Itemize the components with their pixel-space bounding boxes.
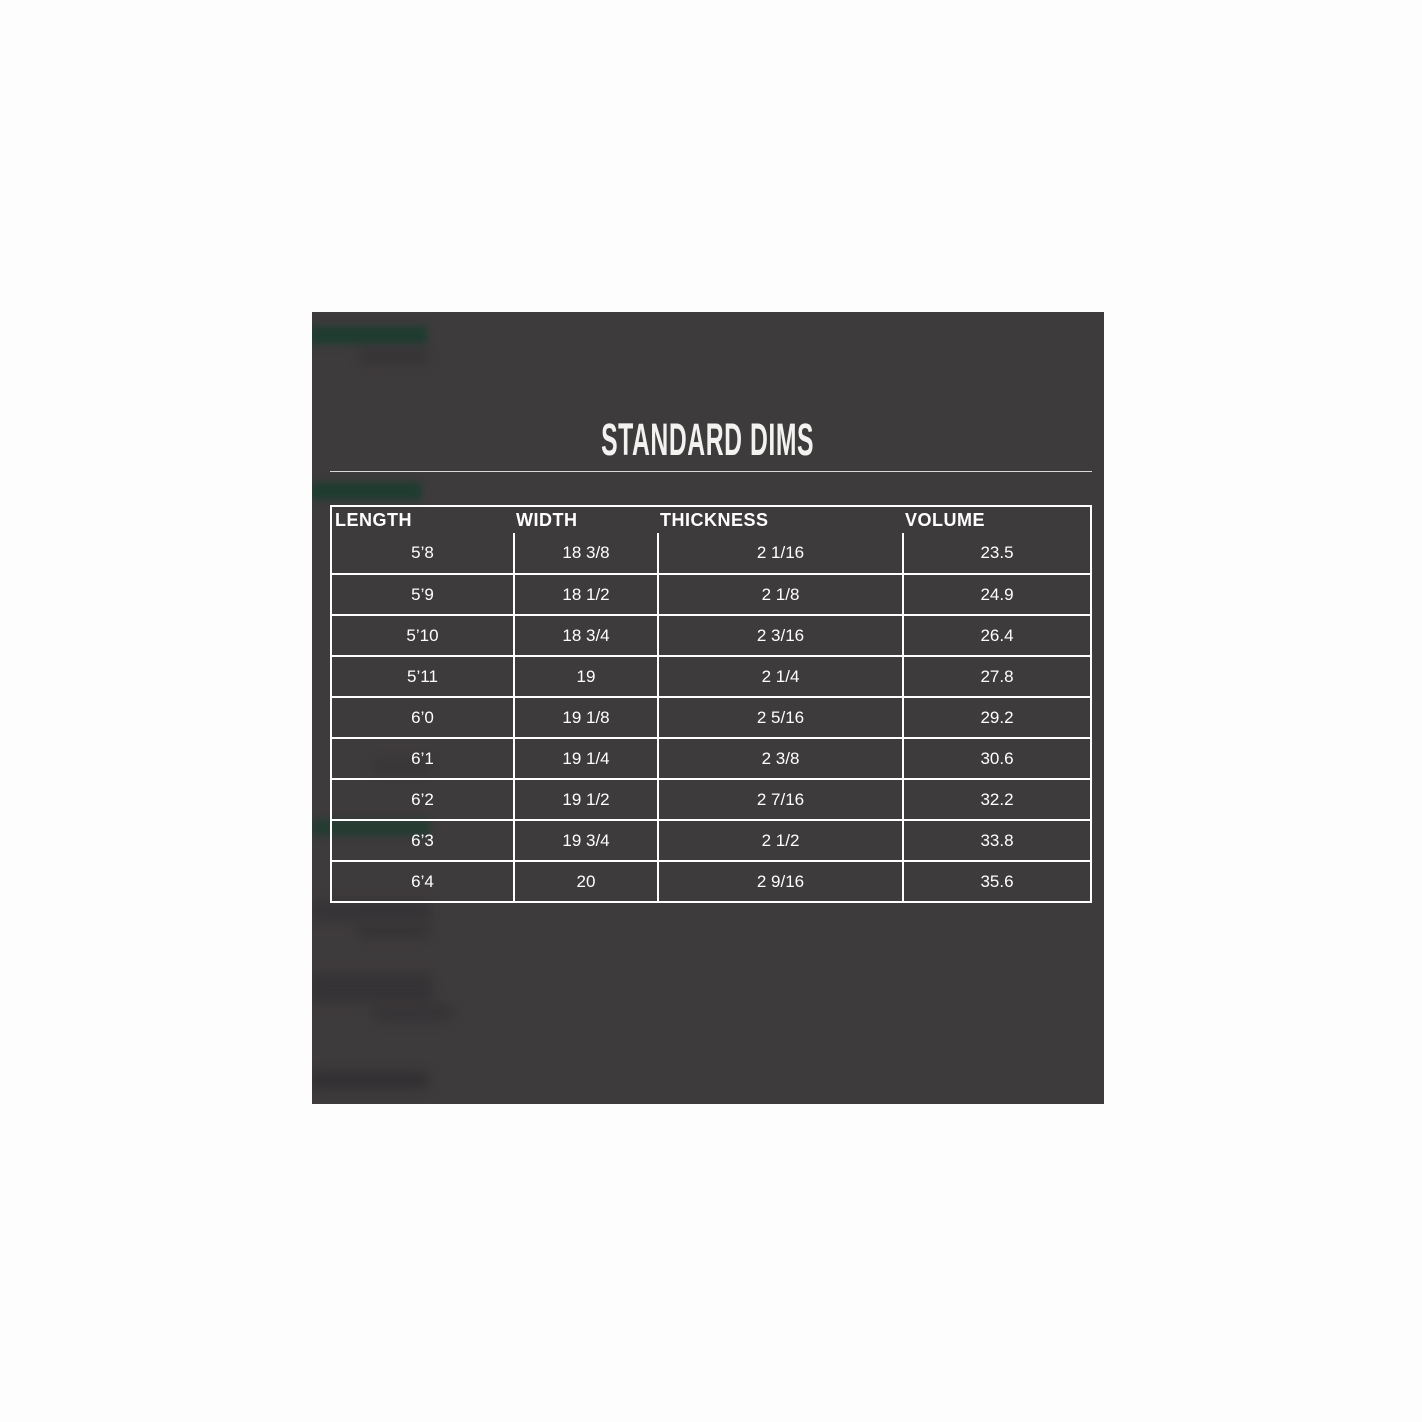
table-cell: 20 [513,862,657,901]
table-cell: 33.8 [902,821,1090,860]
section-title-wrap [312,414,1104,466]
blurred-text-artifact [358,924,428,937]
table-cell: 29.2 [902,698,1090,737]
dims-overlay-panel [312,312,1104,1104]
blurred-text-artifact [360,350,428,363]
column-header-width: WIDTH [516,509,578,530]
table-cell: 6’1 [411,749,434,768]
table-cell: 19 1/4 [513,739,657,778]
title-divider [330,471,1092,472]
table-cell: 2 1/8 [657,575,902,614]
table-row [332,737,1090,778]
table-cell: 23.5 [902,533,1090,573]
table-cell: 2 1/2 [657,821,902,860]
table-row [332,696,1090,737]
table-row [332,819,1090,860]
table-cell: 6’3 [411,831,434,850]
table-cell: 5’8 [411,543,434,562]
column-header-length: LENGTH [335,509,412,530]
table-cell: 2 5/16 [657,698,902,737]
blurred-text-artifact [374,1006,452,1020]
blurred-text-artifact [312,902,430,919]
table-cell: 2 9/16 [657,862,902,901]
table-cell: 6’2 [411,790,434,809]
table-cell: 2 7/16 [657,780,902,819]
table-cell: 5’10 [406,626,439,645]
column-header-thickness: THICKNESS [660,509,769,530]
table-cell: 32.2 [902,780,1090,819]
table-cell: 19 1/8 [513,698,657,737]
page-title: STANDARD DIMS [601,414,815,465]
table-cell: 19 3/4 [513,821,657,860]
blurred-green-button [312,482,422,500]
table-cell: 5’11 [407,667,438,686]
table-cell: 6’4 [411,872,434,891]
table-cell: 2 1/16 [657,533,902,573]
blurred-text-artifact [312,974,432,1002]
table-cell: 19 1/2 [513,780,657,819]
table-row [332,860,1090,901]
table-cell: 6’0 [411,708,434,727]
table-cell: 5’9 [411,585,434,604]
table-cell: 18 1/2 [513,575,657,614]
table-row [332,614,1090,655]
table-cell: 19 [513,657,657,696]
blurred-text-artifact [312,1072,428,1088]
blurred-green-button [312,326,427,344]
table-cell: 30.6 [902,739,1090,778]
table-header-row [332,507,1090,533]
table-cell: 35.6 [902,862,1090,901]
table-cell: 26.4 [902,616,1090,655]
table-cell: 24.9 [902,575,1090,614]
table-cell: 18 3/8 [513,533,657,573]
table-cell: 2 1/4 [657,657,902,696]
table-row [332,533,1090,573]
table-cell: 27.8 [902,657,1090,696]
table-cell: 2 3/8 [657,739,902,778]
table-row [332,778,1090,819]
table-cell: 18 3/4 [513,616,657,655]
dims-table [330,505,1092,903]
table-row [332,655,1090,696]
table-row [332,573,1090,614]
table-cell: 2 3/16 [657,616,902,655]
table-body [332,533,1090,901]
column-header-volume: VOLUME [905,509,986,530]
